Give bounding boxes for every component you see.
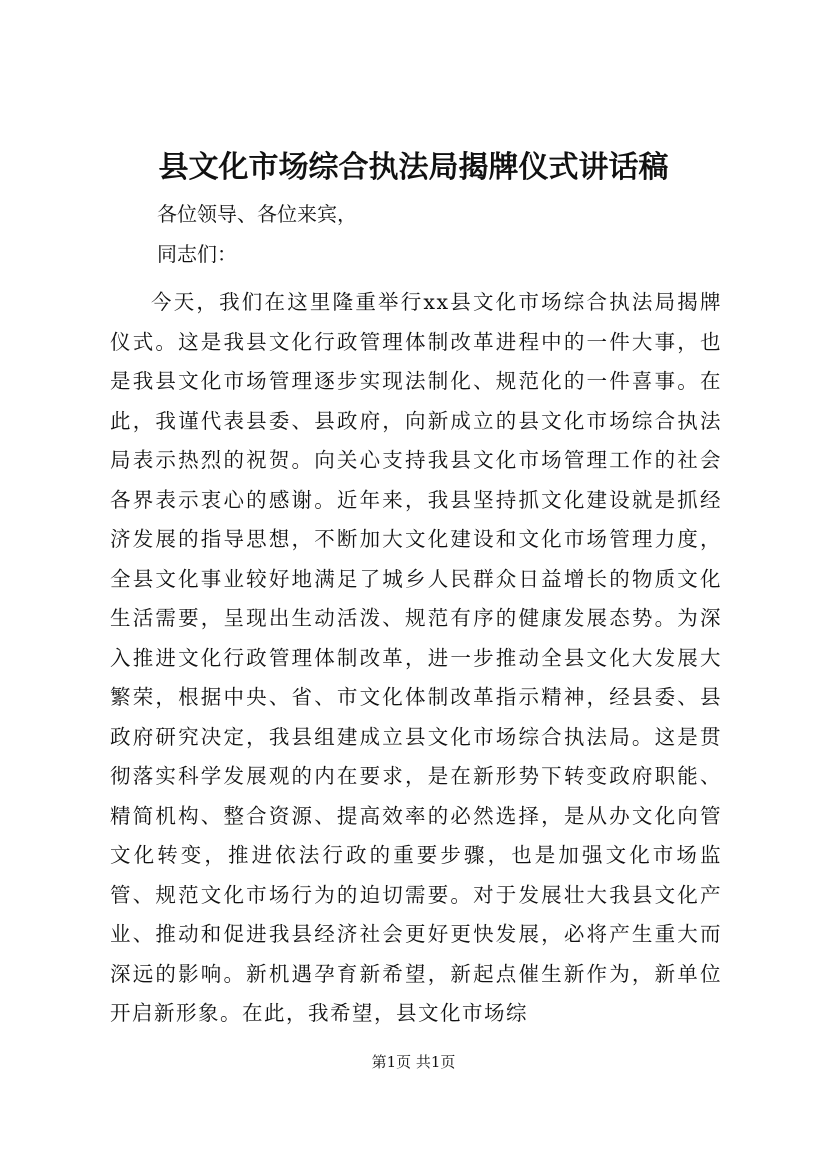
document-title: 县文化市场综合执法局揭牌仪式讲话稿 <box>158 150 669 185</box>
salutation-comrades: 同志们： <box>157 242 237 266</box>
salutation-leaders: 各位领导、各位来宾， <box>157 202 357 226</box>
page-footer: 第1页 共1页 <box>371 1053 456 1071</box>
speech-paragraph: 今天，我们在这里隆重举行xx县文化市场综合执法局揭牌仪式。这是我县文化行政管理体制改革进程中的一件大事，也是我县文化市场管理逐步实现法制化、规范化的一件喜事。在此，我谨代表县委、县政府，向新成立的县文化市场综合执法局表示热烈的祝贺。向关心支持我县文化市场管理工作的社会各界表示衷心的感谢。近年来，我县坚持抓文化建设就是抓经济发展的指导思想，不断加大文化建设和文化市场管理力度，全县文化事业较好地满足了城乡人民群众日益增长的物质文化生活需要，呈现出生动活泼、规范有序的健康发展态势。为深入推进文化行政管理体制改革，进一步推动全县文化大发展大繁荣，根据中央、省、市文化体制改革指示精神，经县委、县政府研究决定，我县组建成立县文化市场综合执法局。这是贯彻落实科学发展观的内在要求，是在新形势下转变政府职能、精简机构、整合资源、提高效率的必然选择，是从办文化向管文化转变，推进依法行政的重要步骤，也是加强文化市场监管、规范文化市场行为的迫切需要。对于发展壮大我县文化产业、推动和促进我县经济社会更好更快发展，必将产生重大而深远的影响。新机遇孕育新希望，新起点催生新作为，新单位开启新形象。在此，我希望，县文化市场综 <box>110 290 722 1025</box>
